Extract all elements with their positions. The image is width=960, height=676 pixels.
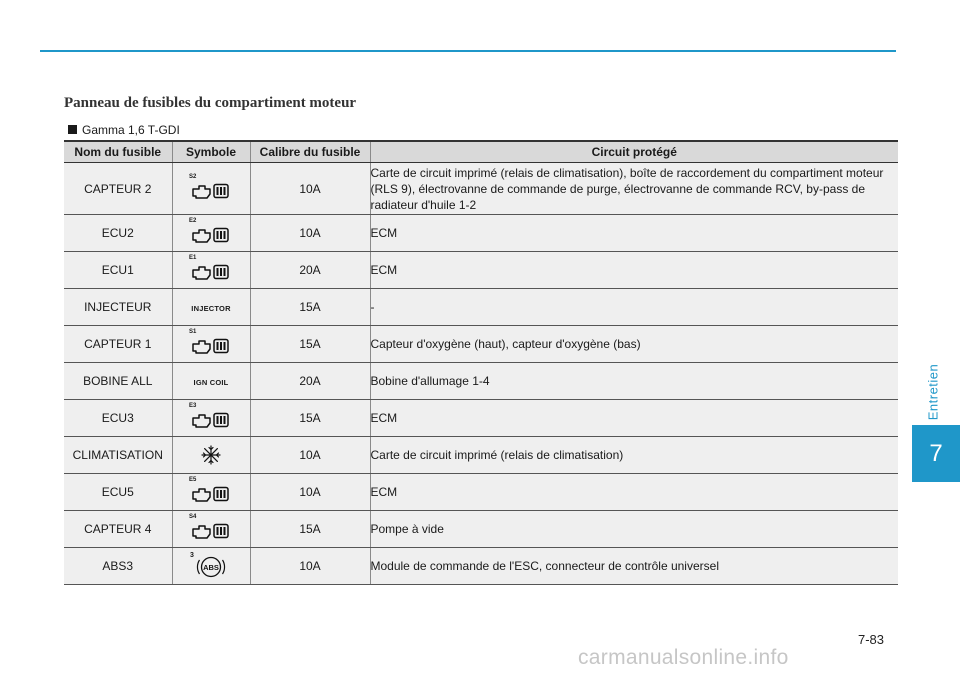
engine-sensor-icon [191,337,231,355]
symbol-text: INJECTOR [191,304,231,313]
fuse-symbol-cell [172,437,250,474]
section-title: Panneau de fusibles du compartiment moteur [64,95,357,111]
protected-circuit-cell: Carte de circuit imprimé (relais de climatisation) [370,437,898,474]
engine-sensor-icon [191,182,231,200]
top-rule [40,50,896,52]
fuse-rating-cell: 10A [250,474,370,511]
fuse-name-cell: ECU2 [64,215,172,252]
protected-circuit-cell: ECM [370,252,898,289]
fuse-symbol-cell [172,474,250,511]
protected-circuit-cell: ECM [370,215,898,252]
header-circuit: Circuit protégé [370,141,898,163]
table-row [64,400,898,437]
fuse-rating-cell: 15A [250,289,370,326]
fuse-name-cell: ABS3 [64,548,172,585]
subtitle-text: Gamma 1,6 T-GDI [82,123,180,137]
fuse-symbol [189,477,233,504]
fuse-symbol-cell [172,400,250,437]
fuse-rating-cell: 15A [250,326,370,363]
table-row [64,474,898,511]
abs-circle-icon [194,554,228,578]
engine-sensor-icon [191,263,231,281]
chapter-side-label: Entretien [925,363,941,421]
engine-sensor-icon [191,522,231,540]
header-fuse-name: Nom du fusible [64,141,172,163]
fuse-name-cell: BOBINE ALL [64,363,172,400]
fuse-symbol [189,514,233,541]
protected-circuit-cell: Pompe à vide [370,511,898,548]
table-row [64,548,898,585]
engine-sensor-icon [191,226,231,244]
fuse-symbol-cell [172,326,250,363]
header-rating: Calibre du fusible [250,141,370,163]
protected-circuit-cell: Carte de circuit imprimé (relais de climatisation), boîte de raccordement du compartiment moteur (RLS 9), électrovanne de commande de purge, électrovanne de commande RCV, by-pass de radiateur d'huile 1-2 [370,163,898,215]
table-row [64,252,898,289]
fuse-symbol [189,329,233,356]
fuse-symbol-cell [172,289,250,326]
table-row [64,163,898,215]
fuse-rating-cell: 20A [250,252,370,289]
protected-circuit-cell: ECM [370,400,898,437]
engine-variant-subtitle [68,123,180,137]
fuse-symbol [189,403,233,430]
symbol-text: IGN COIL [193,378,229,387]
fuse-symbol-cell [172,548,250,585]
symbol-code: E1 [189,255,197,261]
fuse-symbol [189,218,233,245]
fuse-symbol-cell [172,215,250,252]
table-row [64,289,898,326]
square-bullet-icon [68,125,77,134]
protected-circuit-cell: Bobine d'allumage 1-4 [370,363,898,400]
symbol-code: S1 [189,329,197,335]
fuse-rating-cell: 10A [250,437,370,474]
fuse-symbol-cell [172,363,250,400]
fuse-rating-cell: 20A [250,363,370,400]
header-symbol: Symbole [172,141,250,163]
fuse-name-cell: CLIMATISATION [64,437,172,474]
engine-sensor-icon [191,485,231,503]
page-number: 7-83 [858,632,885,647]
symbol-code: 3 [190,552,194,559]
fuse-symbol-cell [172,511,250,548]
fuse-table-header [64,141,898,163]
table-row [64,437,898,474]
table-row [64,363,898,400]
protected-circuit-cell: ECM [370,474,898,511]
table-row [64,326,898,363]
fuse-symbol [189,255,233,282]
fuse-symbol-cell [172,252,250,289]
fuse-rating-cell: 10A [250,215,370,252]
engine-sensor-icon [191,411,231,429]
fuse-symbol-cell [172,163,250,215]
abs-label: ABS [203,562,219,572]
protected-circuit-cell: Module de commande de l'ESC, connecteur de contrôle universel [370,548,898,585]
fuse-rating-cell: 10A [250,548,370,585]
symbol-code: E2 [189,218,197,224]
fuse-name-cell: CAPTEUR 1 [64,326,172,363]
symbol-code: S4 [189,514,197,520]
fuse-name-cell: ECU5 [64,474,172,511]
fuse-name-cell: ECU1 [64,252,172,289]
protected-circuit-cell: Capteur d'oxygène (haut), capteur d'oxygène (bas) [370,326,898,363]
fuse-rating-cell: 15A [250,400,370,437]
chapter-tab[interactable]: 7 [912,425,960,482]
fuse-name-cell: ECU3 [64,400,172,437]
symbol-code: E3 [189,403,197,409]
watermark: carmanualsonline.info [578,646,789,669]
fuse-name-cell: CAPTEUR 2 [64,163,172,215]
fuse-table [64,140,898,585]
snowflake-icon [201,445,221,465]
fuse-rating-cell: 10A [250,163,370,215]
protected-circuit-cell: - [370,289,898,326]
symbol-code: S2 [189,173,197,180]
table-row [64,511,898,548]
symbol-code: E5 [189,477,197,483]
fuse-name-cell: INJECTEUR [64,289,172,326]
fuse-rating-cell: 15A [250,511,370,548]
fuse-symbol [189,173,233,201]
abs-icon [190,552,228,578]
fuse-name-cell: CAPTEUR 4 [64,511,172,548]
table-row [64,215,898,252]
